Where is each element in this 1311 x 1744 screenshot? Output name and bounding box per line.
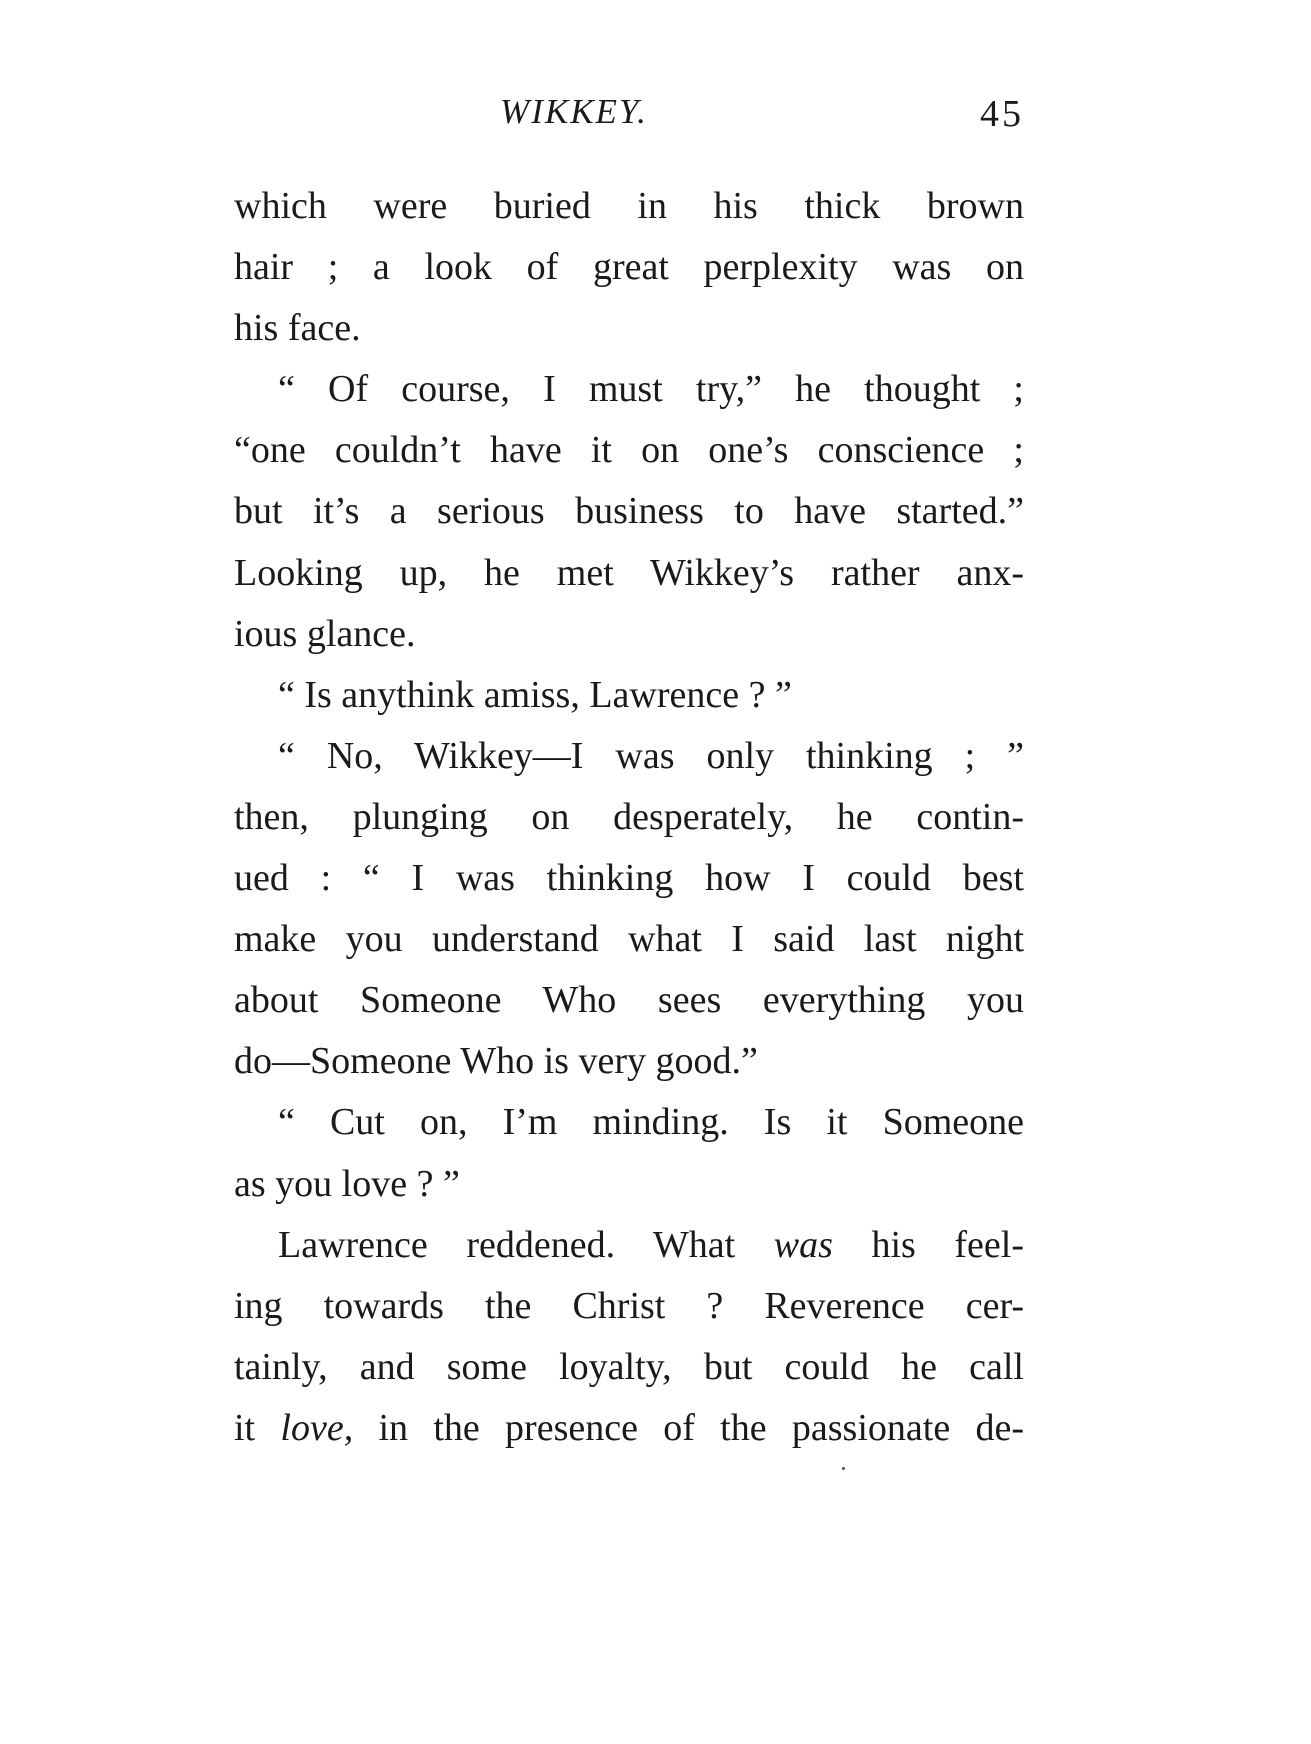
text-line: about Someone Who sees everything you [234,979,1024,1022]
text-line: then, plunging on desperately, he contin- [234,795,1024,838]
text-line [234,1398,1024,1459]
text-line: ued : “ I was thinking how I could best [234,857,1024,900]
text-run: Lawrence reddened. What [278,1223,774,1266]
text-line: tainly, and some loyalty, but could he call [234,1345,1024,1388]
italic-word: was [773,1223,833,1266]
text-line: “ Is anythink amiss, Lawrence ? ” [278,673,792,716]
text-line: but it’s a serious business to have started.” [234,490,1024,533]
page-number: 45 [980,93,1024,135]
running-title: WIKKEY. [500,92,648,131]
text-line: ing towards the Christ ? Reverence cer- [234,1284,1024,1327]
text-line [234,1215,1024,1276]
text-line: which were buried in his thick brown [234,185,1024,227]
ink-speck [842,1467,845,1470]
text-line: “one couldn’t have it on one’s conscience ; [234,429,1024,472]
running-head [234,92,1024,142]
text-line: “ Cut on, I’m minding. Is it Someone [278,1101,1024,1144]
italic-word: love, [280,1406,354,1449]
text-line: his face. [234,307,361,350]
text-line: do—Someone Who is very good.” [234,1040,758,1083]
text-line: hair ; a look of great perplexity was on [234,246,1024,289]
text-run: in the presence of the passionate de- [353,1406,1024,1449]
text-line: “ No, Wikkey—I was only thinking ; ” [278,734,1024,777]
text-run: it [234,1406,281,1449]
body-text [234,176,1024,1459]
text-line: make you understand what I said last night [234,918,1024,961]
text-line: “ Of course, I must try,” he thought ; [278,368,1024,411]
text-line: ious glance. [234,612,416,655]
text-line: as you love ? ” [234,1162,460,1205]
text-line: Looking up, he met Wikkey’s rather anx- [234,551,1024,594]
text-run: his feel- [832,1223,1024,1266]
